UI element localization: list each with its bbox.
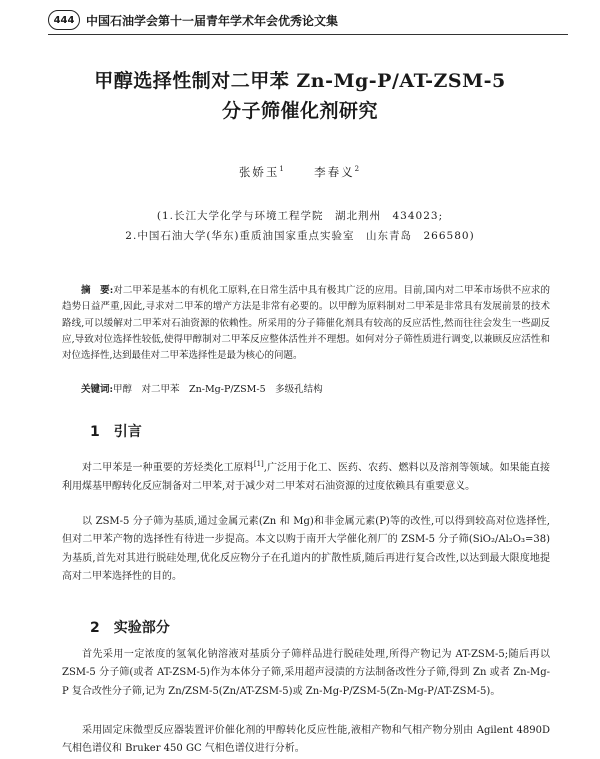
body-paragraph: 以 ZSM-5 分子筛为基质,通过金属元素(Zn 和 Mg)和非金属元素(P)等的改性,可以得到较高对位选择性,但对二甲苯产物的选择性有待进一步提高。本文以购于南开大学催化剂厂的 ZSM-5 分子筛(SiO₂/Al₂O₃=38)为基质,首先对其进行脱硅处理,优化反应物分子在孔道内的扩散性质,随后再进行复合改性,以达到最大限度地提高对二甲苯选择性的目的。 — [62, 516, 550, 582]
keywords-text: 甲醇 对二甲苯 Zn-Mg-P/ZSM-5 多级孔结构 — [113, 384, 323, 395]
author-list — [40, 164, 560, 180]
section-title: 引言 — [113, 424, 142, 440]
page-number: 444 — [48, 10, 80, 30]
paragraph-text: 对二甲苯是一种重要的芳烃类化工原料 — [82, 462, 254, 474]
keywords — [62, 381, 550, 395]
citation-ref: [1] — [253, 460, 264, 468]
author-name: 李春义 — [314, 165, 355, 179]
section-title: 实验部分 — [113, 620, 170, 636]
abstract — [62, 283, 550, 364]
paper-title-line2: 分子筛催化剂研究 — [221, 100, 378, 122]
header-divider — [48, 34, 568, 35]
abstract-text: 对二甲苯是基本的有机化工原料,在日常生活中具有极其广泛的应用。目前,国内对二甲苯市场供不应求的趋势日益严重,因此,寻求对二甲苯的增产方法是非常有必要的。以甲醇为原料制对二甲苯是非常具有发展前景的技术路线,可以缓解对二甲苯对石油资源的依赖性。所采用的分子筛催化剂具有较高的反应活性,然而往往会发生一些副反应,导致对位选择性较低,使得甲醇制对二甲苯反应整体活性并不理想。如何对分子筛性质进行调变,以兼顾反应活性和对位选择性,达到最佳对二甲苯选择性是最为核心的问题。 — [62, 285, 550, 362]
paper-title-line1: 甲醇选择性制对二甲苯 Zn-Mg-P/AT-ZSM-5 — [94, 70, 506, 92]
body-paragraph: 采用固定床微型反应器装置评价催化剂的甲醇转化反应性能,液相产物和气相产物分别由 Agilent 4890D 气相色谱仪和 Bruker 450 GC 气相色谱仪进行分析。 — [62, 725, 550, 755]
section-number: 2 — [90, 620, 100, 636]
author-affil-mark: 2 — [354, 165, 362, 174]
section-heading-intro — [90, 421, 142, 441]
body-paragraph — [62, 455, 550, 496]
author-name: 张娇玉 — [238, 165, 280, 179]
journal-name: 中国石油学会第十一届青年学术年会优秀论文集 — [86, 13, 339, 28]
paragraph-text: ,广泛用于化工、医药、农药、燃料以及溶剂等领域。如果能直接利用煤基甲醇转化反应制备对二甲苯,对于减少对二甲苯对石油资源的过度依赖具有重要意义。 — [62, 462, 551, 492]
running-header — [48, 8, 568, 32]
author-affil-mark: 1 — [279, 165, 286, 174]
abstract-label: 摘 要: — [81, 285, 114, 296]
section-heading-experiment — [90, 617, 170, 637]
keywords-label: 关键词: — [81, 384, 114, 395]
body-paragraph: 首先采用一定浓度的氢氧化钠溶液对基质分子筛样品进行脱硅处理,所得产物记为 AT-ZSM-5;随后再以 ZSM-5 分子筛(或者 AT-ZSM-5)作为本体分子筛,采用超声浸渍的方法制备改性分子筛,得到 Zn 或者 Zn-Mg-P 复合改性分子筛,记为 Zn/ZSM-5(Zn/AT-ZSM-5)或 Zn-Mg-P/ZSM-5(Zn-Mg-P/AT-ZSM-5)。 — [62, 649, 550, 697]
section-number: 1 — [90, 424, 100, 440]
affiliation-1: (1.长江大学化学与环境工程学院 湖北荆州 434023; — [156, 210, 444, 222]
affiliation-2: 2.中国石油大学(华东)重质油国家重点实验室 山东青岛 266580) — [125, 230, 475, 242]
